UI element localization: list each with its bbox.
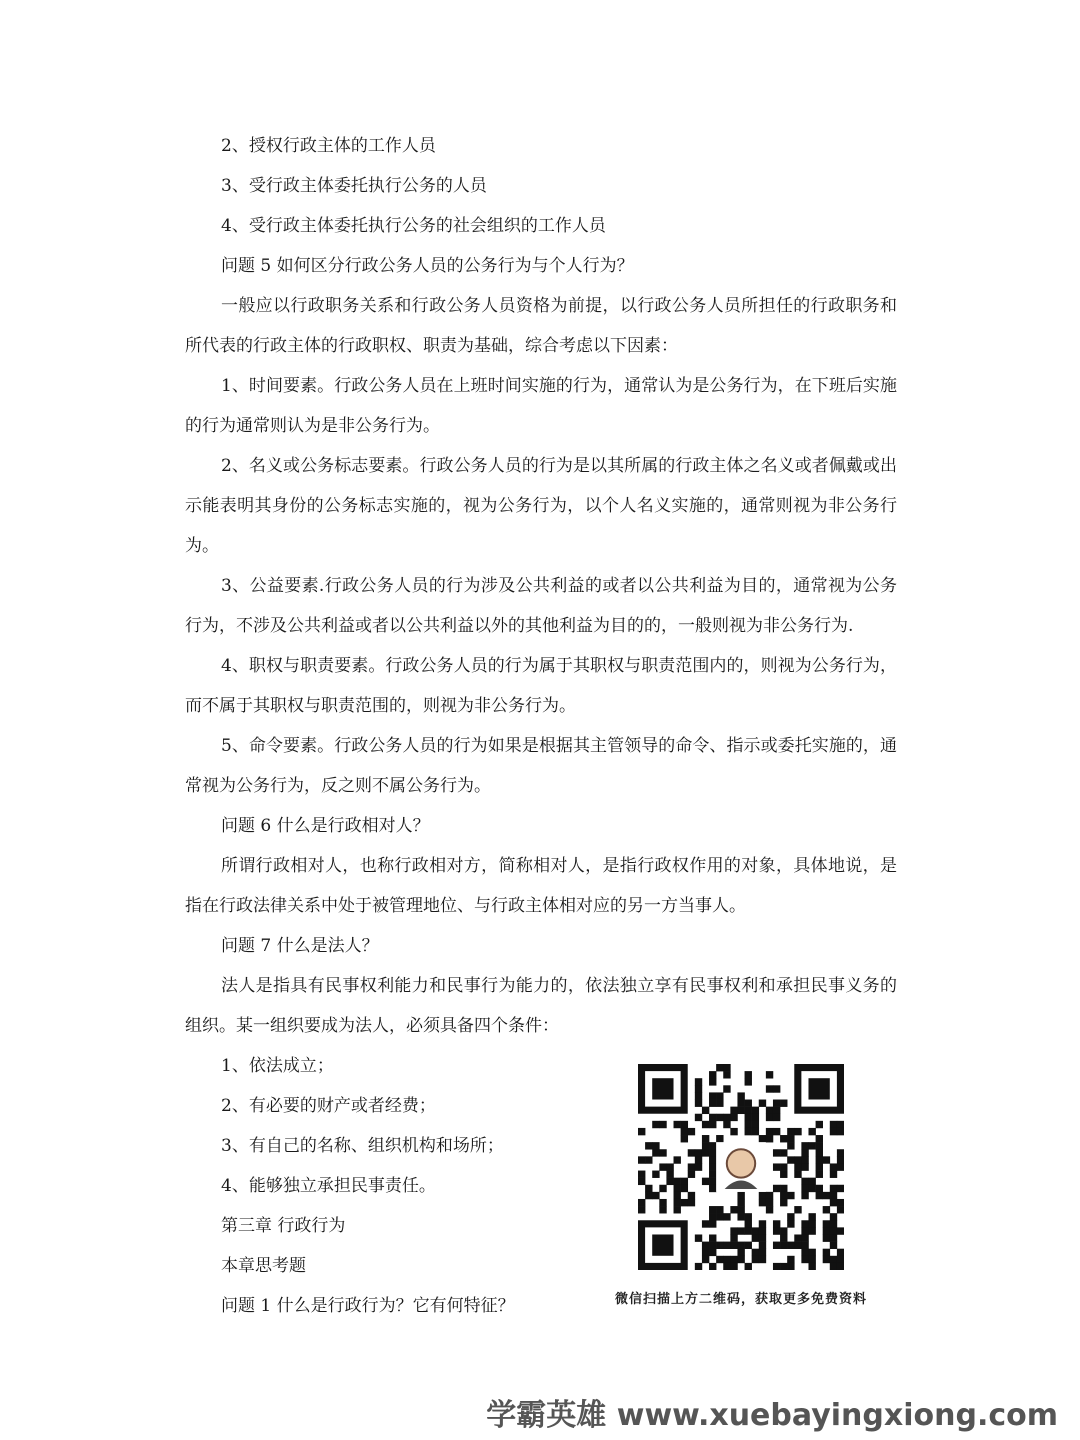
- section-heading: 本章思考题: [221, 1256, 306, 1276]
- paragraph: 4、受行政主体委托执行公务的社会组织的工作人员: [221, 216, 606, 236]
- paragraph: 4、职权与职责要素。行政公务人员的行为属于其职权与职责范围内的，则视为公务行为，而不属于其职权与职责范围的，则视为非公务行为。: [185, 656, 897, 716]
- paragraph: 2、名义或公务标志要素。行政公务人员的行为是以其所属的行政主体之名义或者佩戴或出示能表明其身份的公务标志实施的，视为公务行为，以个人名义实施的，通常则视为非公务行为。: [185, 456, 897, 556]
- question-heading: 问题 7 什么是法人？: [221, 936, 379, 956]
- paragraph: 2、授权行政主体的工作人员: [221, 136, 436, 156]
- paragraph: 1、时间要素。行政公务人员在上班时间实施的行为，通常认为是公务行为，在下班后实施的行为通常则认为是非公务行为。: [185, 376, 897, 436]
- list-item: 1、依法成立；: [221, 1056, 334, 1076]
- list-item: 2、有必要的财产或者经费；: [221, 1096, 436, 1116]
- paragraph: 3、受行政主体委托执行公务的人员: [221, 176, 487, 196]
- footer-brand: 学霸英雄 www.xuebayingxiong.com: [486, 1398, 1058, 1433]
- question-heading: 问题 1 什么是行政行为？它有何特征？: [221, 1296, 515, 1316]
- paragraph: 所谓行政相对人，也称行政相对方，简称相对人，是指行政权作用的对象，具体地说，是指在行政法律关系中处于被管理地位、与行政主体相对应的另一方当事人。: [185, 856, 897, 916]
- qr-code-icon: [638, 1064, 844, 1270]
- paragraph: 一般应以行政职务关系和行政公务人员资格为前提，以行政公务人员所担任的行政职务和所代表的行政主体的行政职权、职责为基础，综合考虑以下因素：: [185, 296, 897, 356]
- paragraph: 5、命令要素。行政公务人员的行为如果是根据其主管领导的命令、指示或委托实施的，通常视为公务行为，反之则不属公务行为。: [185, 736, 897, 796]
- chapter-heading: 第三章 行政行为: [221, 1216, 346, 1236]
- list-item: 4、能够独立承担民事责任。: [221, 1176, 436, 1196]
- paragraph: 3、公益要素.行政公务人员的行为涉及公共利益的或者以公共利益为目的，通常视为公务行为，不涉及公共利益或者以公共利益以外的其他利益为目的的，一般则视为非公务行为.: [185, 576, 897, 636]
- paragraph: 法人是指具有民事权利能力和民事行为能力的，依法独立享有民事权利和承担民事义务的组织。某一组织要成为法人，必须具备四个条件：: [185, 976, 897, 1036]
- question-heading: 问题 5 如何区分行政公务人员的公务行为与个人行为？: [221, 256, 634, 276]
- qr-block: [612, 1064, 870, 1307]
- question-heading: 问题 6 什么是行政相对人？: [221, 816, 430, 836]
- list-item: 3、有自己的名称、组织机构和场所；: [221, 1136, 504, 1156]
- qr-caption: 微信扫描上方二维码，获取更多免费资料: [614, 1292, 867, 1307]
